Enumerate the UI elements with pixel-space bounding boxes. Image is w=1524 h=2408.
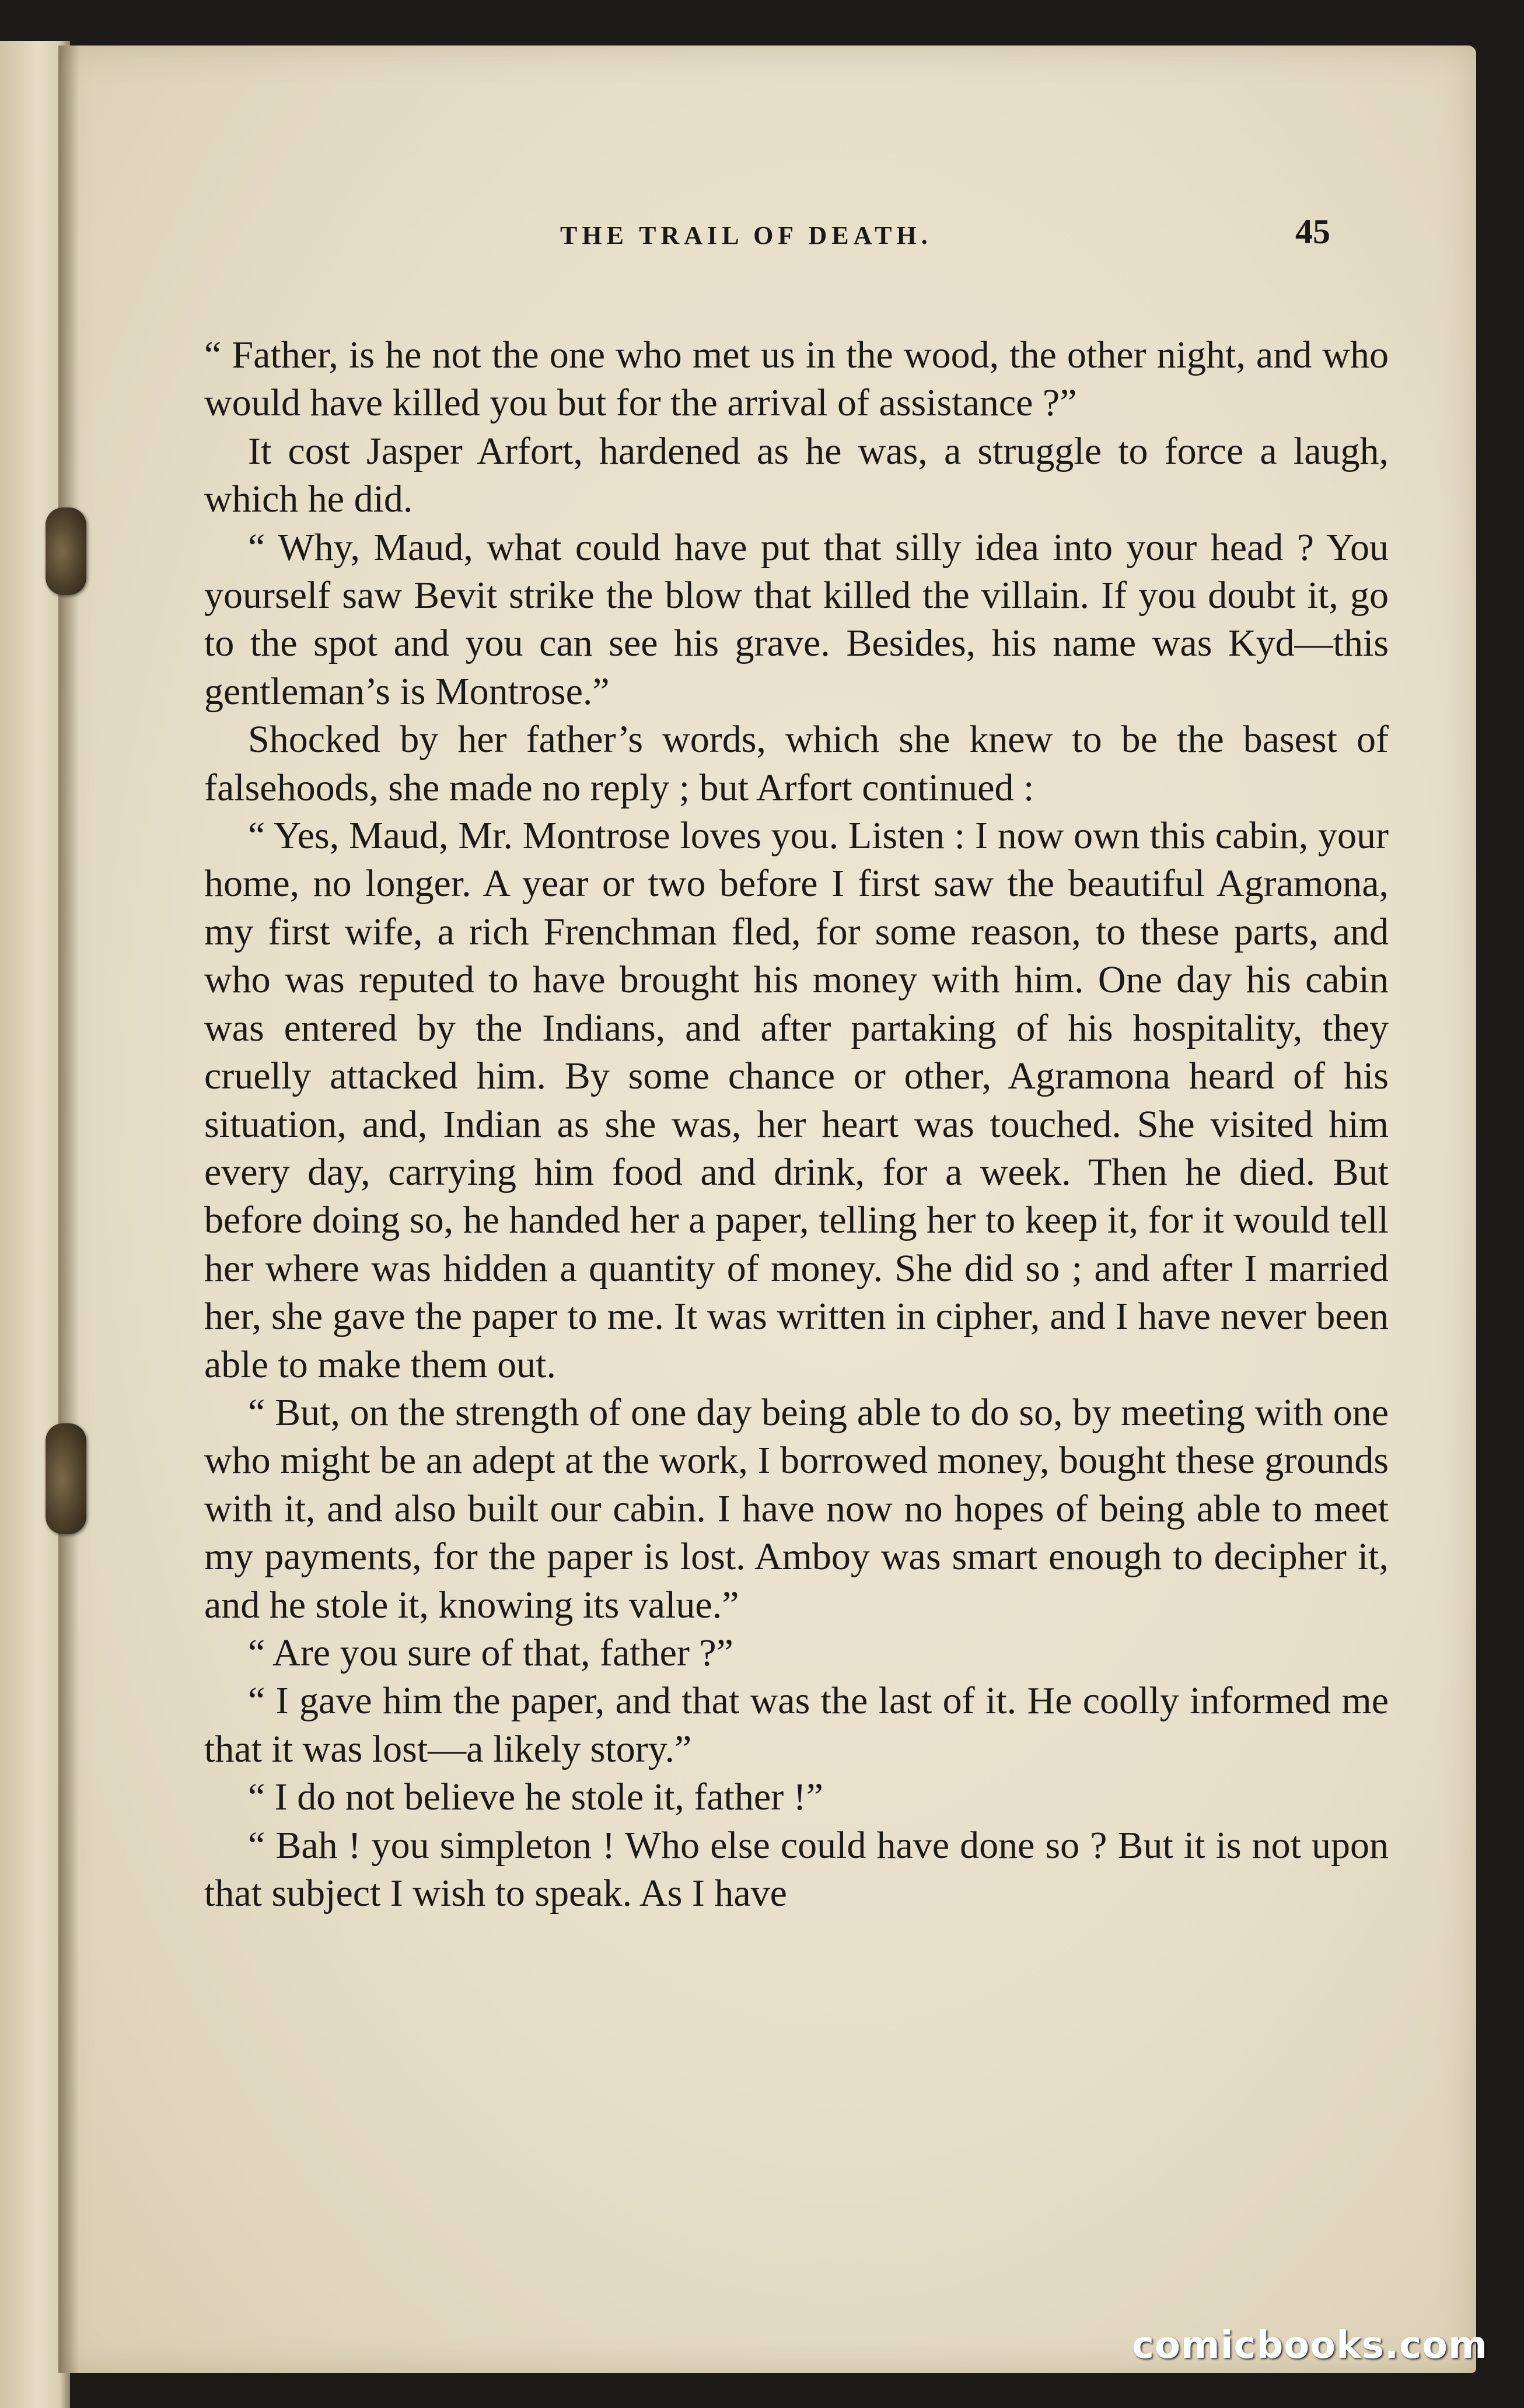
paragraph: “ I do not believe he stole it, father !” bbox=[248, 1776, 823, 1819]
paragraph: Shocked by her father’s words, which she knew to be the basest of falsehoods, she made no reply ; but Arfort continued : bbox=[204, 718, 1389, 809]
paragraph: “ Bah ! you simpleton ! Who else could have done so ? But it is not upon that subject I wish to speak. As I have bbox=[204, 1824, 1389, 1915]
binding-tab-lower bbox=[46, 1423, 86, 1534]
binding-tab-upper bbox=[46, 508, 86, 595]
page-number: 45 bbox=[1295, 212, 1330, 251]
paragraph: “ Are you sure of that, father ?” bbox=[248, 1631, 733, 1674]
watermark-text: comicbooks.com bbox=[1132, 2324, 1488, 2367]
paragraph: “ Father, is he not the one who met us in the wood, the other night, and who would have killed you but for the arrival of assistance ?” bbox=[204, 334, 1389, 425]
paragraph: It cost Jasper Arfort, hardened as he was, a struggle to force a laugh, which he did. bbox=[204, 429, 1389, 521]
book-page bbox=[58, 46, 1476, 2373]
running-title: THE TRAIL OF DEATH. bbox=[560, 221, 932, 250]
paragraph: “ I gave him the paper, and that was the last of it. He coolly informed me that it was lost—a likely story.” bbox=[204, 1679, 1389, 1770]
paragraph: “ But, on the strength of one day being able to do so, by meeting with one who might be an adept at the work, I borrowed money, bought these grounds with it, and also built our cabin. I have now no hopes of being able to meet my payments, for the paper is lost. Amboy was smart enough to decipher it, and he stole it, knowing its value.” bbox=[204, 1391, 1389, 1626]
running-head bbox=[58, 203, 1476, 267]
gutter-shadow bbox=[58, 46, 79, 2373]
body-text bbox=[204, 331, 1389, 2268]
paragraph: “ Yes, Maud, Mr. Montrose loves you. Listen : I now own this cabin, your home, no longer. A year or two before I first saw the beautiful Agramona, my first wife, a rich Frenchman fled, for some reason, to these parts, and who was reputed to have brought his money with him. One day his cabin was entered by the Indians, and after partaking of his hospitality, they cruelly attacked him. By some chance or other, Agramona heard of his situation, and, Indian as she was, her heart was touched. She visited him every day, carrying him food and drink, for a week. Then he died. But before doing so, he handed her a paper, telling her to keep it, for it would tell her where was hidden a quantity of money. She did so ; and after I married her, she gave the paper to me. It was written in cipher, and I have never been able to make them out. bbox=[204, 814, 1389, 1386]
paragraph: “ Why, Maud, what could have put that silly idea into your head ? You yourself saw Bevit strike the blow that killed the villain. If you doubt it, go to the spot and you can see his grave. Besides, his name was Kyd—this gentleman’s is Montrose.” bbox=[204, 526, 1389, 713]
